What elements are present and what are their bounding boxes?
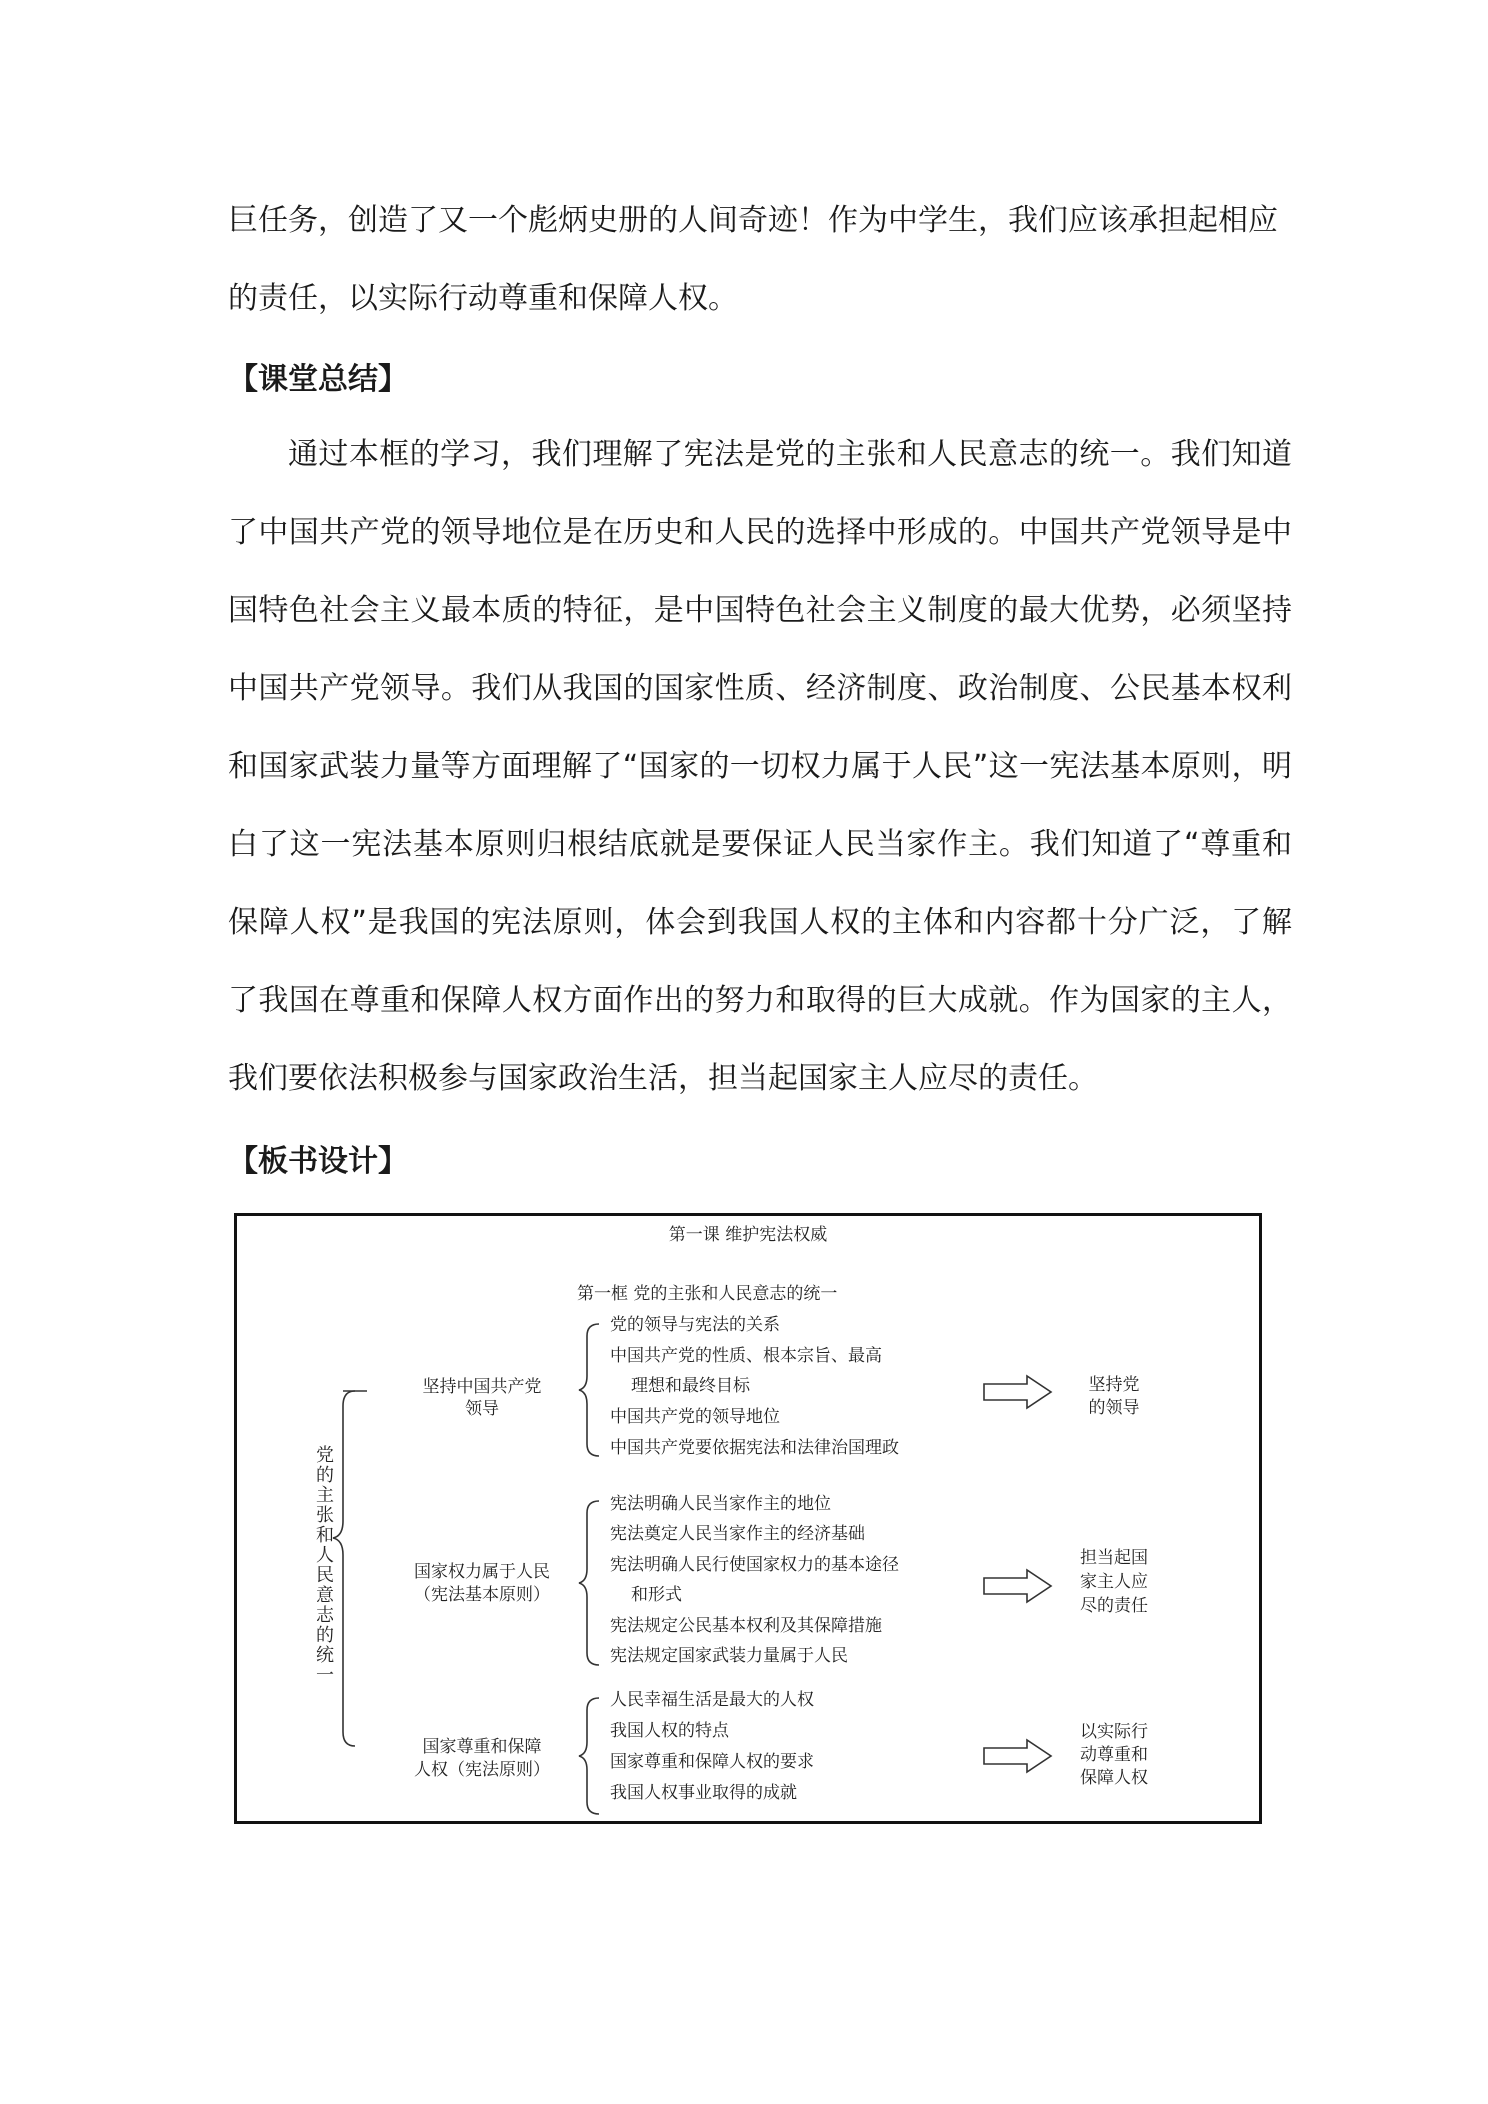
group2-result-line2: 家主人应 <box>1080 1572 1148 1592</box>
arrow-2-icon <box>984 1570 1051 1602</box>
group3-item-2: 我国人权的特点 <box>610 1721 729 1741</box>
intro-line-1: 巨任务，创造了又一个彪炳史册的人间奇迹！作为中学生，我们应该承担起相应 <box>228 203 1278 238</box>
group1-item-1: 党的领导与宪法的关系 <box>610 1315 780 1335</box>
group2-item-5: 宪法规定国家武装力量属于人民 <box>610 1646 848 1666</box>
group2-item-1: 宪法明确人民当家作主的地位 <box>610 1494 831 1514</box>
group1-result-line1: 坚持党 <box>1088 1375 1140 1395</box>
intro-line-2: 的责任，以实际行动尊重和保障人权。 <box>228 281 738 316</box>
group3-result-line3: 保障人权 <box>1080 1768 1148 1788</box>
group2-topic-line1: 国家权力属于人民 <box>414 1562 550 1582</box>
board-design-heading: 【板书设计】 <box>228 1144 408 1179</box>
group3-item-3: 国家尊重和保障人权的要求 <box>610 1752 814 1772</box>
board-title: 第一课 维护宪法权威 <box>668 1225 828 1245</box>
group2-result-line3: 尽的责任 <box>1080 1596 1148 1616</box>
group1-item-4: 中国共产党要依据宪法和法律治国理政 <box>610 1438 899 1458</box>
arrow-3-icon <box>984 1740 1051 1772</box>
group2-topic-line2: （宪法基本原则） <box>414 1585 550 1605</box>
group3-item-4: 我国人权事业取得的成就 <box>610 1783 797 1803</box>
group2-item-3-cont: 和形式 <box>631 1585 682 1605</box>
group2-item-2: 宪法奠定人民当家作主的经济基础 <box>610 1524 865 1544</box>
group1-item-2: 中国共产党的性质、根本宗旨、最高 <box>610 1346 882 1366</box>
group3-result-line1: 以实际行 <box>1080 1722 1148 1742</box>
group1-item-3: 中国共产党的领导地位 <box>610 1407 780 1427</box>
board-root-vertical: 党的主张和人民意志的统一 <box>316 1445 334 1686</box>
group1-topic-line1: 坚持中国共产党 <box>422 1377 542 1397</box>
root-brace <box>333 1391 355 1746</box>
arrow-1-icon <box>984 1376 1051 1408</box>
group2-result-line1: 担当起国 <box>1080 1548 1148 1568</box>
group2-brace <box>579 1501 599 1665</box>
group2-item-4: 宪法规定公民基本权利及其保障措施 <box>610 1616 882 1636</box>
group1-item-2-cont: 理想和最终目标 <box>631 1376 750 1396</box>
board-design-diagram <box>234 1213 1262 1824</box>
group1-result-line2: 的领导 <box>1088 1398 1140 1418</box>
board-subtitle: 第一框 党的主张和人民意志的统一 <box>577 1284 838 1304</box>
group3-brace <box>579 1698 599 1814</box>
group3-item-1: 人民幸福生活是最大的人权 <box>610 1690 814 1710</box>
group1-topic-line2: 领导 <box>465 1399 499 1419</box>
class-summary-heading: 【课堂总结】 <box>228 362 408 397</box>
group3-topic-line1: 国家尊重和保障 <box>422 1737 542 1757</box>
group2-item-3: 宪法明确人民行使国家权力的基本途径 <box>610 1555 899 1575</box>
group1-brace <box>579 1324 599 1456</box>
summary-paragraph: 通过本框的学习，我们理解了宪法是党的主张和人民意志的统一。我们知道了中国共产党的领导地位是在历史和人民的选择中形成的。中国共产党领导是中国特色社会主义最本质的特征，是中国特色社会主义制度的最大优势，必须坚持中国共产党领导。我们从我国的国家性质、经济制度、政治制度、公民基本权利和国家武装力量等方面理解了“国家的一切权力属于人民”这一宪法基本原则，明白了这一宪法基本原则归根结底就是要保证人民当家作主。我们知道了“尊重和保障人权”是我国的宪法原则，体会到我国人权的主体和内容都十分广泛，了解了我国在尊重和保障人权方面作出的努力和取得的巨大成就。作为国家的主人，我们要依法积极参与国家政治生活，担当起国家主人应尽的责任。 <box>228 437 1292 1096</box>
group3-result-line2: 动尊重和 <box>1080 1745 1148 1765</box>
group3-topic-line2: 人权（宪法原则） <box>414 1760 550 1780</box>
